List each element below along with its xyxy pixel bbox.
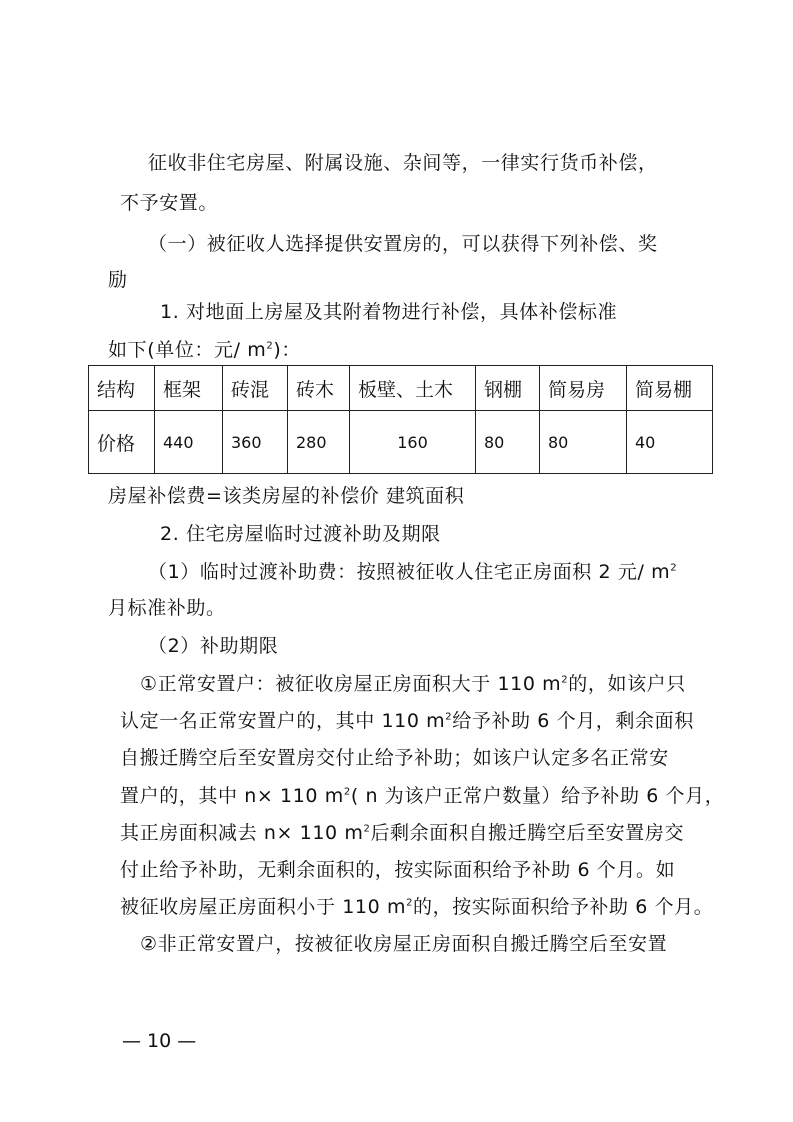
table-price-cell: 80 — [540, 411, 627, 474]
paragraph-line: ①正常安置户：被征收房屋正房面积大于 110 $m^2$的，如该户只 — [140, 673, 686, 695]
table-price-cell: 280 — [288, 411, 350, 474]
paragraph-line: 自搬迁腾空后至安置房交付止给予补助；如该户认定多名正常安 — [120, 747, 669, 769]
formula-line: 房屋补偿费=该类房屋的补偿价 建筑面积 — [108, 485, 465, 507]
table-header-cell: 砖混 — [223, 366, 288, 411]
table-header-cell: 框架 — [155, 366, 223, 411]
table-price-cell: 80 — [476, 411, 540, 474]
paragraph-line: ②非正常安置户，按被征收房屋正房面积自搬迁腾空后至安置 — [140, 933, 668, 955]
table-price-cell: 160 — [350, 411, 476, 474]
superscript-2: 2 — [670, 562, 678, 574]
superscript-2: 2 — [406, 897, 414, 909]
table-header-cell: 砖木 — [288, 366, 350, 411]
table-price-cell: 360 — [223, 411, 288, 474]
paragraph-line: 被征收房屋正房面积小于 110 $m^2$的，按实际面积给予补助 6 个月。 — [120, 896, 714, 918]
subsection-heading: （2）补助期限 — [148, 635, 279, 657]
table-cell-label: 结构 — [89, 366, 155, 411]
superscript-2: 2 — [266, 340, 274, 352]
superscript-2: 2 — [561, 674, 569, 686]
paragraph-line: 征收非住宅房屋、附属设施、杂间等，一律实行货币补偿， — [148, 152, 658, 174]
paragraph-line: 付止给予补助，无剩余面积的，按实际面积给予补助 6 个月。如 — [120, 859, 676, 881]
table-header-cell: 简易房 — [540, 366, 627, 411]
compensation-price-table — [88, 365, 713, 474]
paragraph-line: 月标准补助。 — [108, 597, 226, 619]
table-header-cell: 简易棚 — [627, 366, 713, 411]
table-price-row — [89, 411, 713, 474]
superscript-2: 2 — [343, 786, 351, 798]
table-header-cell: 钢棚 — [476, 366, 540, 411]
unit-line: 如下(单位：元/ $m^2$)： — [108, 339, 301, 361]
table-price-cell: 40 — [627, 411, 713, 474]
superscript-2: 2 — [445, 711, 453, 723]
paragraph-line: 其正房面积减去 n× 110 $m^2$后剩余面积自搬迁腾空后至安置房交 — [120, 822, 685, 844]
section-heading: 2. 住宅房屋临时过渡补助及期限 — [160, 523, 441, 545]
section-heading: （一）被征收人选择提供安置房的，可以获得下列补偿、奖 — [148, 233, 658, 255]
superscript-2: 2 — [363, 823, 371, 835]
paragraph-line: 认定一名正常安置户的，其中 110 $m^2$给予补助 6 个月，剩余面积 — [120, 710, 694, 732]
subsection-line: （1）临时过渡补助费：按照被征收人住宅正房面积 2 元/ $m^2$ — [148, 561, 678, 583]
paragraph-line: 置户的，其中 n× 110 $m^2$( n 为该户正常户数量）给予补助 6 个月， — [120, 785, 725, 807]
page-number: — 10 — — [122, 1030, 197, 1052]
paragraph-line: 励 — [108, 269, 128, 291]
paragraph-line: 不予安置。 — [120, 192, 219, 214]
table-header-cell: 板壁、土木 — [350, 366, 476, 411]
paragraph-line: 1. 对地面上房屋及其附着物进行补偿，具体补偿标准 — [160, 301, 618, 323]
table-price-cell: 440 — [155, 411, 223, 474]
table-header-row — [89, 366, 713, 411]
table-cell-label: 价格 — [89, 411, 155, 474]
